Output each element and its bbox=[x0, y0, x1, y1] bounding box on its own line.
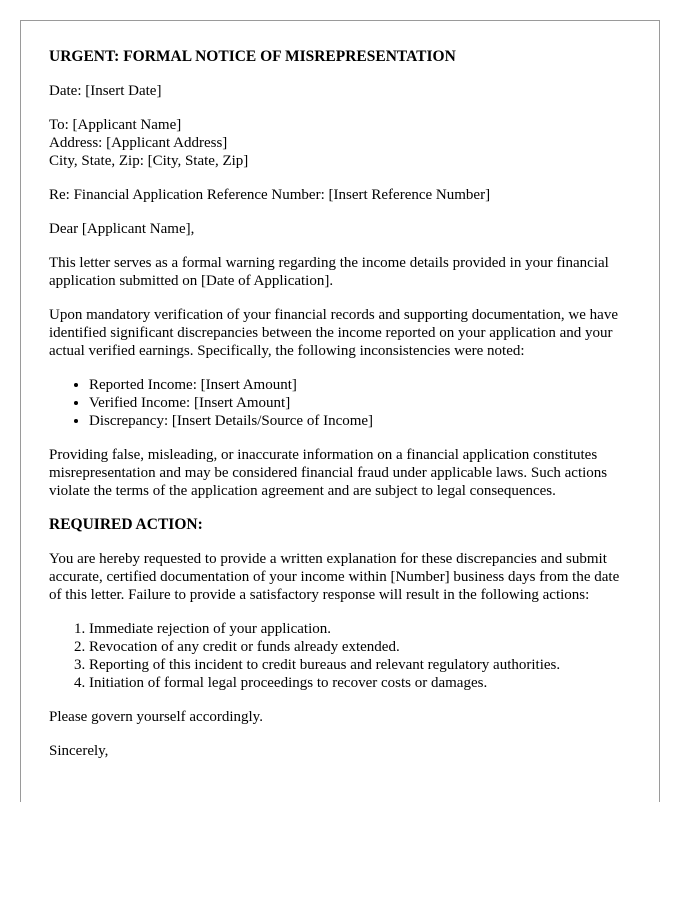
verification-paragraph: Upon mandatory verification of your financial records and supporting documentation, we have identified significant discrepancies between the income reported on your application and your actual verified earnings. Specifically, the following inconsistencies were noted: bbox=[49, 307, 618, 359]
closing: Sincerely, bbox=[49, 743, 109, 759]
fraud-paragraph: Providing false, misleading, or inaccurate information on a financial application constitutes misrepresentation and may be considered financial fraud under applicable laws. Such actions violate the terms of the application agreement and are subject to legal consequences. bbox=[49, 447, 608, 499]
recipient-city-line: City, State, Zip: [City, State, Zip] bbox=[49, 153, 249, 169]
list-item: 1. Immediate rejection of your application. bbox=[89, 620, 629, 638]
list-item: • Verified Income: [Insert Amount] bbox=[89, 394, 629, 412]
reference-line: Re: Financial Application Reference Number: [Insert Reference Number] bbox=[49, 187, 491, 203]
recipient-name-line: To: [Applicant Name] bbox=[49, 117, 182, 133]
discrepancy-list bbox=[49, 376, 629, 430]
date-line: Date: [Insert Date] bbox=[49, 83, 162, 99]
letter-title: URGENT: FORMAL NOTICE OF MISREPRESENTATION bbox=[49, 48, 456, 65]
list-item: • Discrepancy: [Insert Details/Source of Income] bbox=[89, 412, 629, 430]
letter-body bbox=[49, 48, 629, 760]
list-item: 3. Reporting of this incident to credit bureaus and relevant regulatory authorities. bbox=[89, 656, 629, 674]
list-item: • Reported Income: [Insert Amount] bbox=[89, 376, 629, 394]
recipient-address-line: Address: [Applicant Address] bbox=[49, 135, 228, 151]
intro-paragraph: This letter serves as a formal warning regarding the income details provided in your financial application submitted on [Date of Application]. bbox=[49, 255, 609, 289]
govern-paragraph: Please govern yourself accordingly. bbox=[49, 709, 263, 725]
list-item: 2. Revocation of any credit or funds already extended. bbox=[89, 638, 629, 656]
consequence-list bbox=[49, 620, 629, 692]
required-action-heading: REQUIRED ACTION: bbox=[49, 516, 203, 533]
recipient-block bbox=[49, 116, 629, 170]
salutation: Dear [Applicant Name], bbox=[49, 221, 195, 237]
letter-page bbox=[20, 20, 660, 802]
list-item: 4. Initiation of formal legal proceedings to recover costs or damages. bbox=[89, 674, 629, 692]
request-paragraph: You are hereby requested to provide a written explanation for these discrepancies and submit accurate, certified documentation of your income within [Number] business days from the date of this letter. Failure to provide a satisfactory response will result in the following actions: bbox=[49, 551, 620, 603]
